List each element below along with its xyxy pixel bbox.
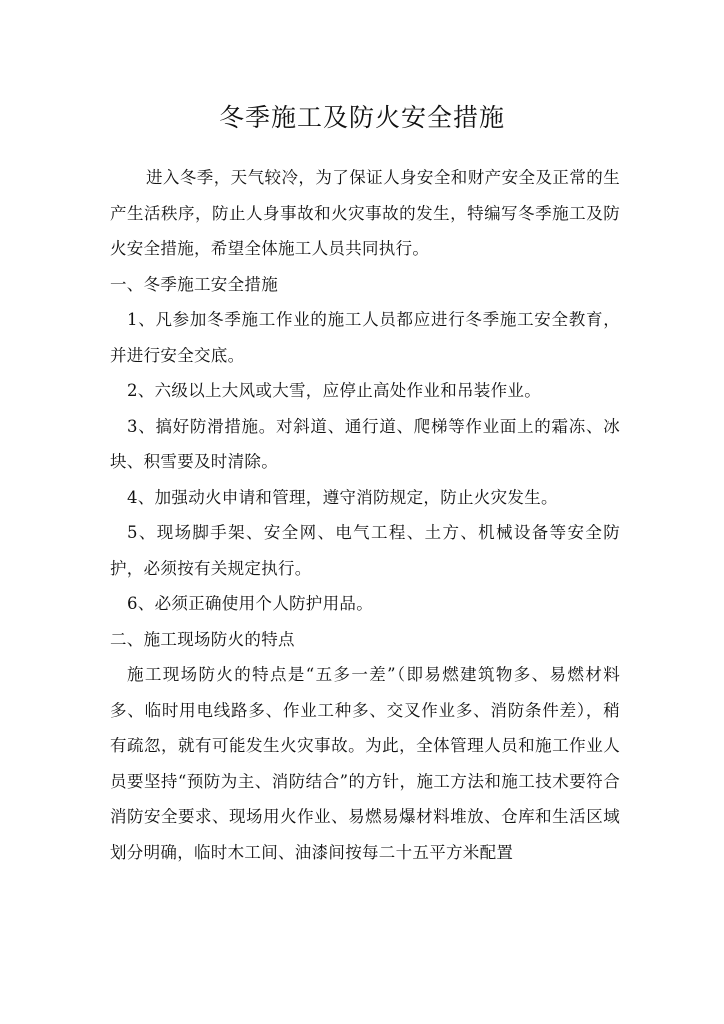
section-2-heading: 二、施工现场防火的特点: [110, 629, 295, 649]
section-1-item-2: 2、六级以上大风或大雪，应停止高处作业和吊装作业。: [127, 381, 541, 400]
section-1-item-5: 5、现场脚手架、安全网、电气工程、土方、机械设备等安全防护，必须按有关规定执行。: [110, 523, 620, 578]
section-1-item-1: 1、凡参加冬季施工作业的施工人员都应进行冬季施工安全教育，并进行安全交底。: [110, 310, 620, 365]
section-2-paragraph: 施工现场防火的特点是“五多一差”（即易燃建筑物多、易燃材料多、临时用电线路多、作业工种多、交叉作业多、消防条件差），稍有疏忽，就有可能发生火灾事故。为此，全体管理人员和施工作业人员要坚持“预防为主、消防结合”的方针，施工方法和施工技术要符合消防安全要求、现场用火作业、易燃易爆材料堆放、仓库和生活区域划分明确，临时木工间、油漆间按每二十五平方米配置: [110, 665, 620, 862]
section-1-item-4: 4、加强动火申请和管理，遵守消防规定，防止火灾发生。: [127, 487, 558, 507]
section-1-item-6: 6、必须正确使用个人防护用品。: [127, 594, 373, 613]
document-title: 冬季施工及防火安全措施: [218, 103, 505, 132]
document-body: [110, 160, 620, 870]
section-1-heading: 一、冬季施工安全措施: [110, 274, 278, 294]
intro-paragraph: 进入冬季，天气较冷，为了保证人身安全和财产安全及正常的生产生活秩序，防止人身事故和火灾事故的发生，特编写冬季施工及防火安全措施，希望全体施工人员共同执行。: [110, 168, 620, 258]
section-1-item-3: 3、搞好防滑措施。对斜道、通行道、爬梯等作业面上的霜冻、冰块、积雪要及时清除。: [110, 416, 620, 471]
